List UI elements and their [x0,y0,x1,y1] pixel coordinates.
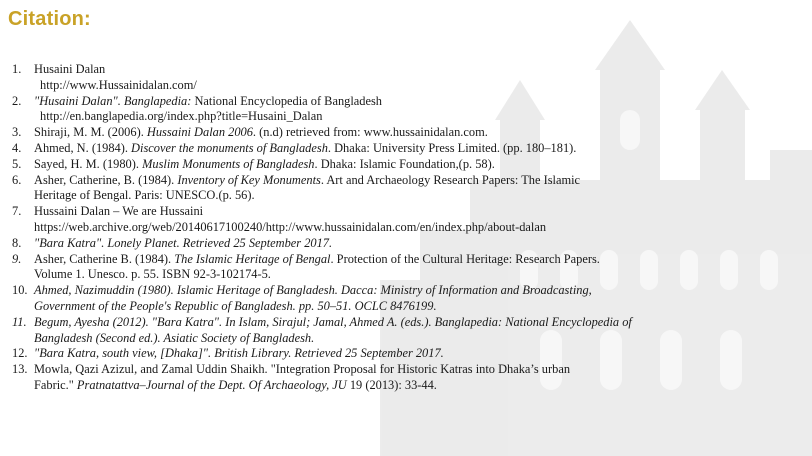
reference-segment: Asher, Catherine, B. (1984). [34,172,178,187]
reference-text [34,157,495,171]
reference-item [12,315,792,347]
reference-segment: "Husaini Dalan". Banglapedia: [34,93,192,108]
reference-segment: Begum, Ayesha (2012). "Bara Katra". In Islam, Sirajul; Jamal, Ahmed A. (eds.). Banglapedia: National Encyclopedia of [34,314,632,329]
reference-segment: Ahmed, Nazimuddin (1980). Islamic Heritage of Bangladesh. Dacca: Ministry of Information and Broadcasting, [34,283,592,298]
reference-text [34,346,444,360]
reference-item [12,252,792,284]
reference-text [34,315,632,329]
reference-continuation [34,267,792,283]
reference-number: 2. [12,93,22,108]
reference-segment: National Encyclopedia of Bangladesh [191,93,382,108]
reference-segment: Hussaini Dalan – We are Hussaini [34,204,204,219]
reference-item [12,236,792,252]
reference-text [34,125,488,139]
reference-segment: http://www.Hussainidalan.com/ [40,77,197,92]
reference-continuation [34,299,792,315]
reference-segment: . (n.d) retrieved from: www.hussainidalan.com. [252,125,488,140]
reference-segment: . Dhaka: Islamic Foundation,(p. 58). [314,156,495,171]
reference-number: 9. [12,251,22,266]
reference-number: 4. [12,140,22,155]
reference-item [12,94,792,126]
reference-segment: http://en.banglapedia.org/index.php?title=Husaini_Dalan [40,109,323,124]
reference-number: 10. [12,283,28,298]
reference-item [12,204,792,236]
reference-continuation [34,220,792,236]
reference-item [12,62,792,94]
reference-segment: Mowla, Qazi Azizul, and Zamal Uddin Shaikh. "Integration Proposal for Historic Katras into Dhaka’s urban [34,362,571,377]
reference-continuation [34,378,792,394]
reference-text [34,283,592,297]
reference-continuation [34,109,792,125]
reference-continuation [34,331,792,347]
reference-text [34,362,570,376]
reference-segment: Muslim Monuments of Bangladesh [142,156,315,171]
reference-number: 8. [12,235,22,250]
reference-segment: "Bara Katra, south view, [Dhaka]". British Library. Retrieved 25 September 2017. [34,346,444,361]
reference-item [12,346,792,362]
reference-segment: Inventory of Key Monuments [177,172,321,187]
reference-item [12,173,792,205]
reference-item [12,283,792,315]
reference-number: 13. [12,362,28,377]
slide-title: Citation: [8,8,91,30]
reference-segment: . Art and Archaeology Research Papers: The Islamic [320,172,581,187]
reference-segment: The Islamic Heritage of Bengal [174,251,331,266]
reference-number: 11. [12,314,27,329]
reference-segment: Husaini Dalan [34,62,106,76]
reference-text [34,141,576,155]
reference-segment: Hussaini Dalan 2006 [146,125,253,140]
reference-text [34,173,580,187]
reference-segment: Discover the monuments of Bangladesh [131,140,328,155]
reference-text [34,204,203,218]
reference-number: 7. [12,204,22,219]
reference-segment: Volume 1. Unesco. p. 55. ISBN 92-3-102174-5. [34,267,271,282]
reference-text [34,62,105,76]
reference-segment: "Bara Katra". Lonely Planet. Retrieved 25 September 2017. [34,235,333,250]
reference-text [34,94,382,108]
reference-item [12,157,792,173]
reference-segment: . Dhaka: University Press Limited. (pp. 180–181). [327,140,577,155]
reference-segment: 19 (2013): 33-44. [346,377,437,392]
reference-segment: Asher, Catherine B. (1984). [34,251,175,266]
reference-number: 6. [12,172,22,187]
reference-item [12,125,792,141]
reference-segment: Fabric." [34,377,77,392]
reference-list [12,62,792,394]
reference-number: 12. [12,346,28,361]
reference-segment: Ahmed, N. (1984). [34,140,132,155]
reference-item [12,141,792,157]
reference-number: 3. [12,125,22,140]
reference-segment: Sayed, H. M. (1980). [34,156,143,171]
reference-continuation [34,78,792,94]
reference-continuation [34,188,792,204]
reference-segment: https://web.archive.org/web/20140617100240/http://www.hussainidalan.com/en/index.php/about-dalan [34,219,547,234]
reference-segment: Heritage of Bengal. Paris: UNESCO.(p. 56). [34,188,255,203]
reference-number: 5. [12,156,22,171]
reference-text [34,252,600,266]
reference-segment: Shiraji, M. M. (2006). [34,125,147,140]
reference-number: 1. [12,62,22,76]
reference-segment: Government of the People's Republic of Bangladesh. pp. 50–51. OCLC 8476199. [34,298,437,313]
reference-segment: . Protection of the Cultural Heritage: Research Papers. [330,251,600,266]
reference-segment: Bangladesh (Second ed.). Asiatic Society of Bangladesh. [34,330,315,345]
reference-text [34,236,332,250]
reference-item [12,362,792,394]
reference-segment: Pratnatattva–Journal of the Dept. Of Archaeology, JU [76,377,347,392]
